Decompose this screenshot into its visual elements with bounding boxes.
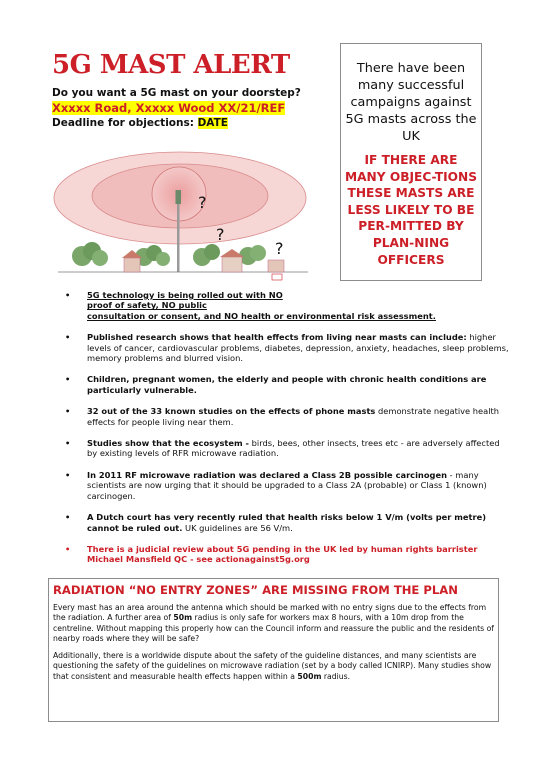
question-mark-2: ? — [216, 225, 225, 244]
panel-paragraph-1: Every mast has an area around the antenna which should be marked with no entry signs due to the effects from the radiation. A further area of 50m radius is only safe for workers max 8 hours, with a 10m drop from the centreline. Without mapping this properly how can the Council inform and reassure the public and the residents of nearby roads where they will be safe? — [53, 603, 495, 643]
deadline-label: Deadline for objections: — [52, 117, 198, 129]
no-entry-zones-panel — [48, 578, 499, 722]
sidebox-alert: IF THERE ARE MANY OBJEC-TIONS THESE MASTS ARE LESS LIKELY TO BE PER-MITTED BY PLAN-NING OFFICERS — [345, 153, 478, 267]
panel-title: RADIATION “NO ENTRY ZONES” ARE MISSING FROM THE PLAN — [53, 583, 458, 597]
deadline-line — [52, 117, 228, 129]
sidebox-text: There have been many successful campaigns against 5G masts across the UK — [345, 61, 477, 144]
mast-antenna — [176, 190, 182, 204]
subtitle-question: Do you want a 5G mast on your doorstep? — [52, 87, 301, 99]
campaign-sidebox — [340, 43, 482, 281]
bullet-ecosystem: • Studies show that the ecosystem - birds, bees, other insects, trees etc - are adversely affected by existing levels of RFR microwave radiation. — [65, 438, 500, 459]
panel-paragraph-2: Additionally, there is a worldwide dispute about the safety of the guideline distances, and many scientists are questioning the safety of the guidelines on microwave radiation (set by a body called ICNIRP). Many studies show that consistent and measurable health effects happen within a 500m radius. — [53, 651, 492, 681]
reference-line — [52, 101, 285, 115]
question-mark-1: ? — [198, 193, 207, 212]
bullet-carcinogen: • In 2011 RF microwave radiation was declared a Class 2B possible carcinogen - many scientists are now urging that it should be upgraded to a Class 2A (probable) or Class 1 (known) carcinogen. — [65, 469, 487, 501]
bullet-judicial-review: • There is a judicial review about 5G pending in the UK led by human rights barrister Michael Mansfield QC - see actionagainst5g.org — [65, 543, 478, 565]
bullet-vulnerable-groups: • Children, pregnant women, the elderly and people with chronic health conditions are particularly vulnerable. — [65, 374, 487, 395]
trees-left — [72, 242, 170, 266]
scale-marker — [272, 274, 282, 280]
question-mark-3: ? — [275, 239, 284, 258]
facts-list — [65, 290, 510, 576]
bullet-no-safety-proof: • 5G technology is being rolled out with NO proof of safety, NO public consultation or consent, and NO health or environmental risk assessment. — [65, 290, 436, 321]
mast-radiation-diagram — [52, 150, 314, 290]
bullet-studies: • 32 out of the 33 known studies on the effects of phone masts demonstrate negative health effects for people living near them. — [65, 406, 500, 427]
deadline-value: DATE — [197, 117, 228, 129]
bullet-health-effects: • Published research shows that health effects from living near masts can include: higher levels of cancer, cardiovascular problems, diabetes, depression, anxiety, headaches, sleep problems, memory problems and blurred vision. — [65, 332, 509, 364]
bullet-dutch-court: • A Dutch court has very recently ruled that health risks below 1 V/m (volts per metre) cannot be ruled out. UK guidelines are 56 V/m. — [65, 512, 487, 533]
page-title: 5G MAST ALERT — [52, 50, 290, 80]
reference-highlight: Xxxxx Road, Xxxxx Wood XX/21/REF — [52, 101, 286, 115]
